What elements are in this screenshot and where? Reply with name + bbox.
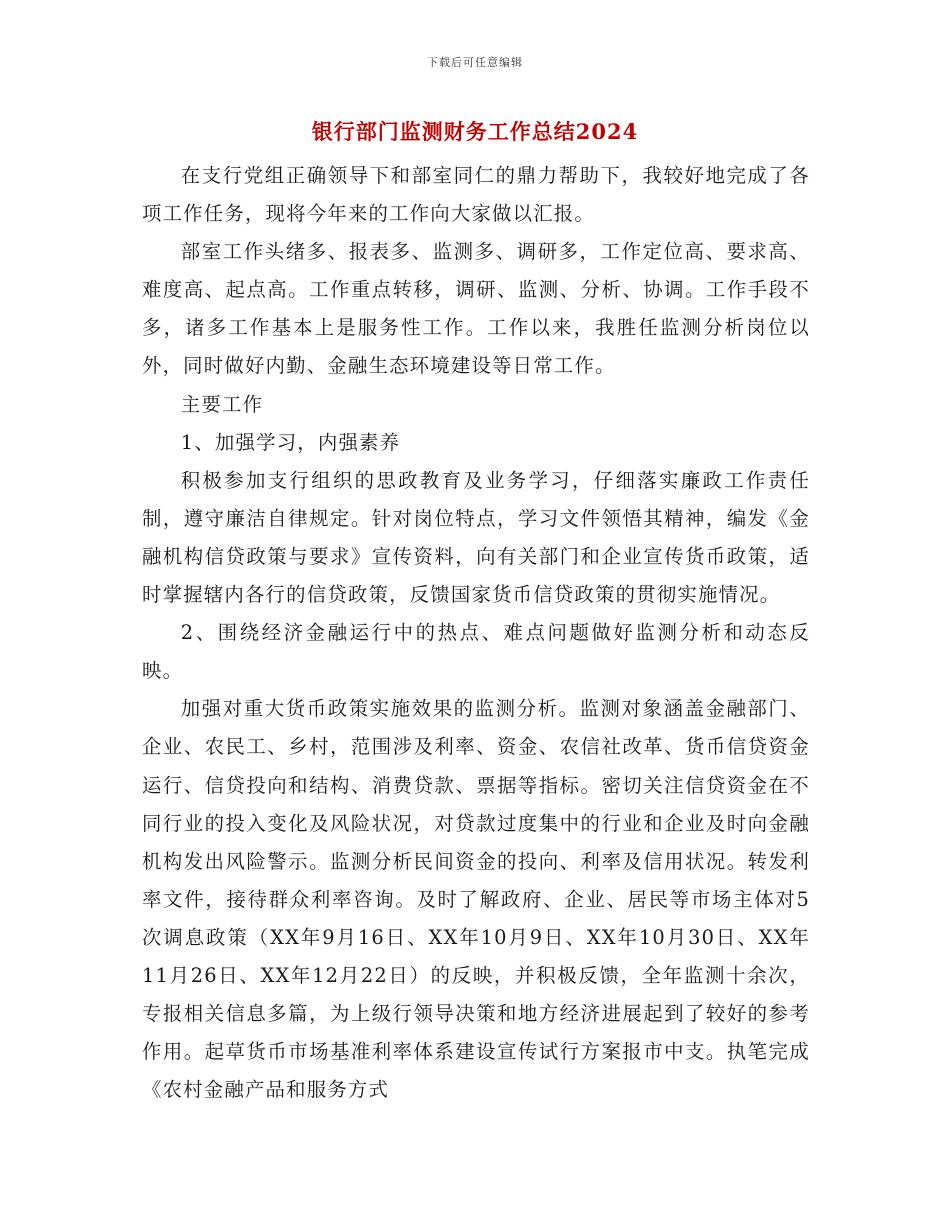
document-title: 银行部门监测财务工作总结2024 [311, 119, 639, 144]
paragraph-overview: 部室工作头绪多、报表多、监测多、调研多，工作定位高、要求高、难度高、起点高。工作重点转移，调研、监测、分析、协调。工作手段不多，诸多工作基本上是服务性工作。工作以来，我胜任监测分析岗位以外，同时做好内勤、金融生态环境建设等日常工作。 [142, 240, 810, 378]
paragraph-intro: 在支行党组正确领导下和部室同仁的鼎力帮助下，我较好地完成了各项工作任务，现将今年来的工作向大家做以汇报。 [142, 164, 810, 226]
paragraph-study: 积极参加支行组织的思政教育及业务学习，仔细落实廉政工作责任制，遵守廉洁自律规定。针对岗位特点，学习文件领悟其精神，编发《金融机构信贷政策与要求》宣传资料，向有关部门和企业宣传货币政策，适时掌握辖内各行的信贷政策，反馈国家货币信贷政策的贯彻实施情况。 [142, 468, 810, 607]
document-body [142, 157, 810, 1109]
section-heading: 主要工作 [180, 392, 264, 416]
subheading-1: 1、加强学习，内强素养 [180, 430, 401, 454]
paragraph-monitoring: 加强对重大货币政策实施效果的监测分析。监测对象涵盖金融部门、企业、农民工、乡村，范围涉及利率、资金、农信社改革、货币信贷资金运行、信贷投向和结构、消费贷款、票据等指标。密切关注信贷资金在不同行业的投入变化及风险状况，对贷款过度集中的行业和企业及时向金融机构发出风险警示。监测分析民间资金的投向、利率及信用状况。转发利率文件，接待群众利率咨询。及时了解政府、企业、居民等市场主体对5次调息政策（XX年9月16日、XX年10月9日、XX年10月30日、XX年11月26日、XX年12月22日）的反映，并积极反馈，全年监测十余次，专报相关信息多篇，为上级行领导决策和地方经济进展起到了较好的参考作用。起草货币市场基准利率体系建设宣传试行方案报市中支。执笔完成《农村金融产品和服务方式 [142, 697, 810, 1102]
header-note: 下载后可任意编辑 [427, 56, 523, 69]
subheading-2: 2、围绕经济金融运行中的热点、难点问题做好监测分析和动态反映。 [142, 621, 810, 683]
